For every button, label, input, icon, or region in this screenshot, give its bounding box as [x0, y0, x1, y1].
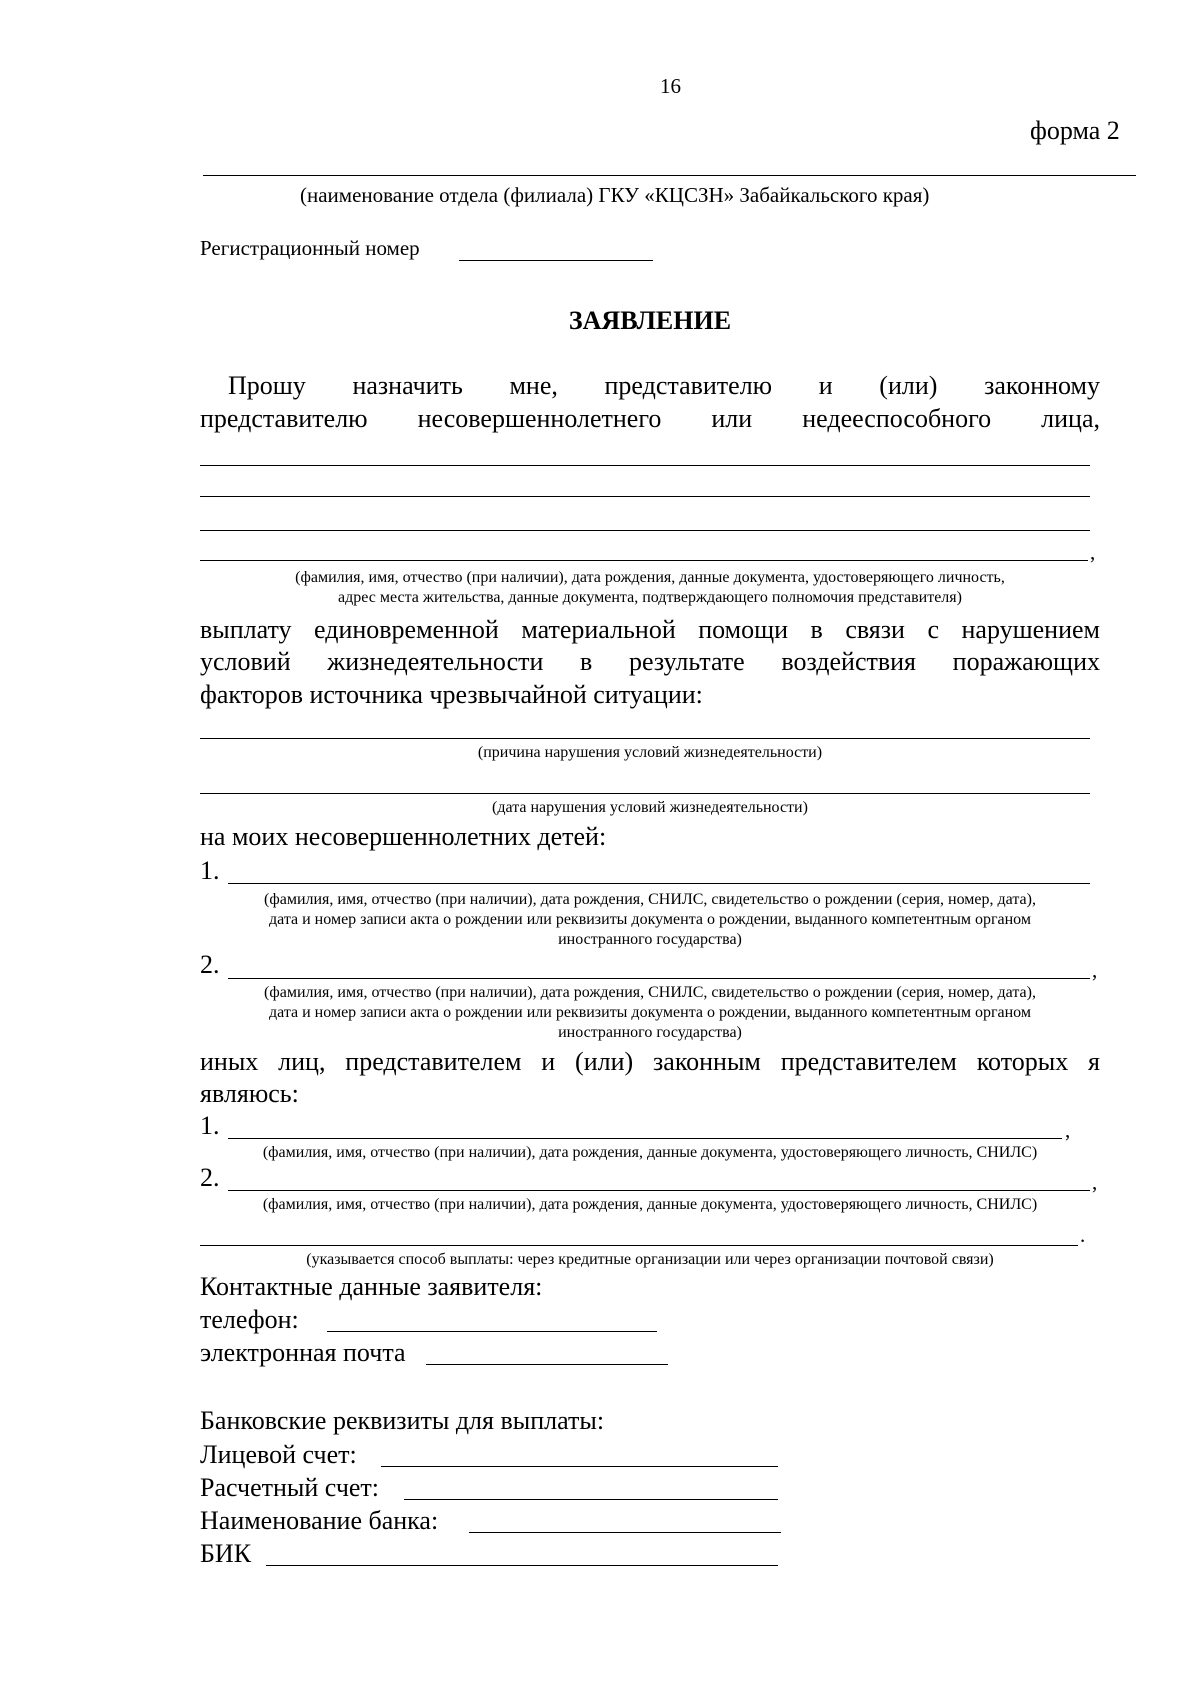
- intro-line-2: представителю несовершеннолетнего или недееспособного лица,: [200, 404, 1100, 433]
- applicant-field-line-4[interactable]: [200, 560, 1088, 561]
- personal-account-field[interactable]: [381, 1466, 778, 1467]
- child-2-caption-2: дата и номер записи акта о рождении или реквизиты документа о рождении, выданного компетентным органом: [269, 1004, 1031, 1021]
- reason-caption: (причина нарушения условий жизнедеятельности): [477, 744, 823, 761]
- payment-method-caption: (указывается способ выплаты: через кредитные организации или через организации почтовой связи): [306, 1251, 994, 1268]
- others-line-2: являюсь:: [200, 1079, 299, 1108]
- bik-field[interactable]: [266, 1565, 778, 1566]
- applicant-comma: ,: [1090, 540, 1096, 564]
- applicant-field-line-2[interactable]: [200, 496, 1090, 497]
- child-2-caption-3: иностранного государства): [558, 1024, 742, 1041]
- applicant-field-line-3[interactable]: [200, 530, 1090, 531]
- other-1-comma: ,: [1065, 1118, 1071, 1142]
- others-line-1: иных лиц, представителем и (или) законным представителем которых я: [200, 1047, 1100, 1076]
- payment-line-2: условий жизнедеятельности в результате воздействия поражающих: [200, 647, 1100, 676]
- child-1-caption-2: дата и номер записи акта о рождении или реквизиты документа о рождении, выданного компетентным органом: [269, 911, 1031, 928]
- bank-name-field[interactable]: [469, 1532, 781, 1533]
- other-2-caption: (фамилия, имя, отчество (при наличии), дата рождения, данные документа, удостоверяющего личность, СНИЛС): [262, 1196, 1038, 1213]
- bank-heading: Банковские реквизиты для выплаты:: [200, 1406, 605, 1435]
- reg-number-label: Регистрационный номер: [200, 236, 420, 260]
- child-1-field[interactable]: [228, 883, 1090, 884]
- child-1-number: 1.: [200, 856, 220, 885]
- applicant-caption-1: (фамилия, имя, отчество (при наличии), дата рождения, данные документа, удостоверяющего личность,: [295, 569, 1005, 586]
- other-2-comma: ,: [1092, 1170, 1098, 1194]
- other-1-number: 1.: [200, 1111, 220, 1140]
- child-1-caption-3: иностранного государства): [558, 931, 742, 948]
- other-1-field[interactable]: [228, 1138, 1062, 1139]
- personal-account-label: Лицевой счет:: [200, 1440, 357, 1469]
- phone-label: телефон:: [200, 1305, 299, 1334]
- reg-number-field[interactable]: [459, 260, 653, 261]
- child-2-caption-1: (фамилия, имя, отчество (при наличии), дата рождения, СНИЛС, свидетельство о рождении (серия, номер, дата),: [264, 984, 1036, 1001]
- bik-label: БИК: [200, 1539, 252, 1568]
- department-caption: (наименование отдела (филиала) ГКУ «КЦСЗН» Забайкальского края): [300, 183, 930, 207]
- date-caption: (дата нарушения условий жизнедеятельности): [492, 799, 808, 816]
- settlement-account-field[interactable]: [404, 1499, 778, 1500]
- payment-method-period: .: [1080, 1223, 1086, 1247]
- payment-line-3: факторов источника чрезвычайной ситуации:: [200, 680, 703, 709]
- form-label: форма 2: [1030, 116, 1120, 145]
- applicant-field-line-1[interactable]: [200, 465, 1090, 466]
- applicant-caption-2: адрес места жительства, данные документа, подтверждающего полномочия представителя): [338, 589, 962, 606]
- payment-method-field[interactable]: [200, 1245, 1078, 1246]
- email-label: электронная почта: [200, 1338, 406, 1367]
- settlement-account-label: Расчетный счет:: [200, 1473, 380, 1502]
- bank-name-label: Наименование банка:: [200, 1506, 439, 1535]
- reason-field[interactable]: [200, 738, 1090, 739]
- phone-field[interactable]: [327, 1331, 657, 1332]
- page-title: ЗАЯВЛЕНИЕ: [568, 306, 732, 335]
- email-field[interactable]: [426, 1364, 668, 1365]
- intro-line-1: Прошу назначить мне, представителю и (или) законному: [228, 371, 1100, 400]
- payment-line-1: выплату единовременной материальной помощи в связи с нарушением: [200, 615, 1100, 644]
- other-2-field[interactable]: [228, 1190, 1090, 1191]
- other-2-number: 2.: [200, 1163, 220, 1192]
- child-1-caption-1: (фамилия, имя, отчество (при наличии), дата рождения, СНИЛС, свидетельство о рождении (серия, номер, дата),: [264, 891, 1036, 908]
- child-2-field[interactable]: [228, 978, 1090, 979]
- other-1-caption: (фамилия, имя, отчество (при наличии), дата рождения, данные документа, удостоверяющего личность, СНИЛС): [262, 1144, 1038, 1161]
- department-field[interactable]: [203, 175, 1136, 176]
- date-field[interactable]: [200, 793, 1090, 794]
- child-2-number: 2.: [200, 950, 220, 979]
- children-heading: на моих несовершеннолетних детей:: [200, 822, 607, 851]
- contacts-heading: Контактные данные заявителя:: [200, 1272, 543, 1301]
- page-number: 16: [660, 74, 681, 98]
- child-2-comma: ,: [1092, 958, 1098, 982]
